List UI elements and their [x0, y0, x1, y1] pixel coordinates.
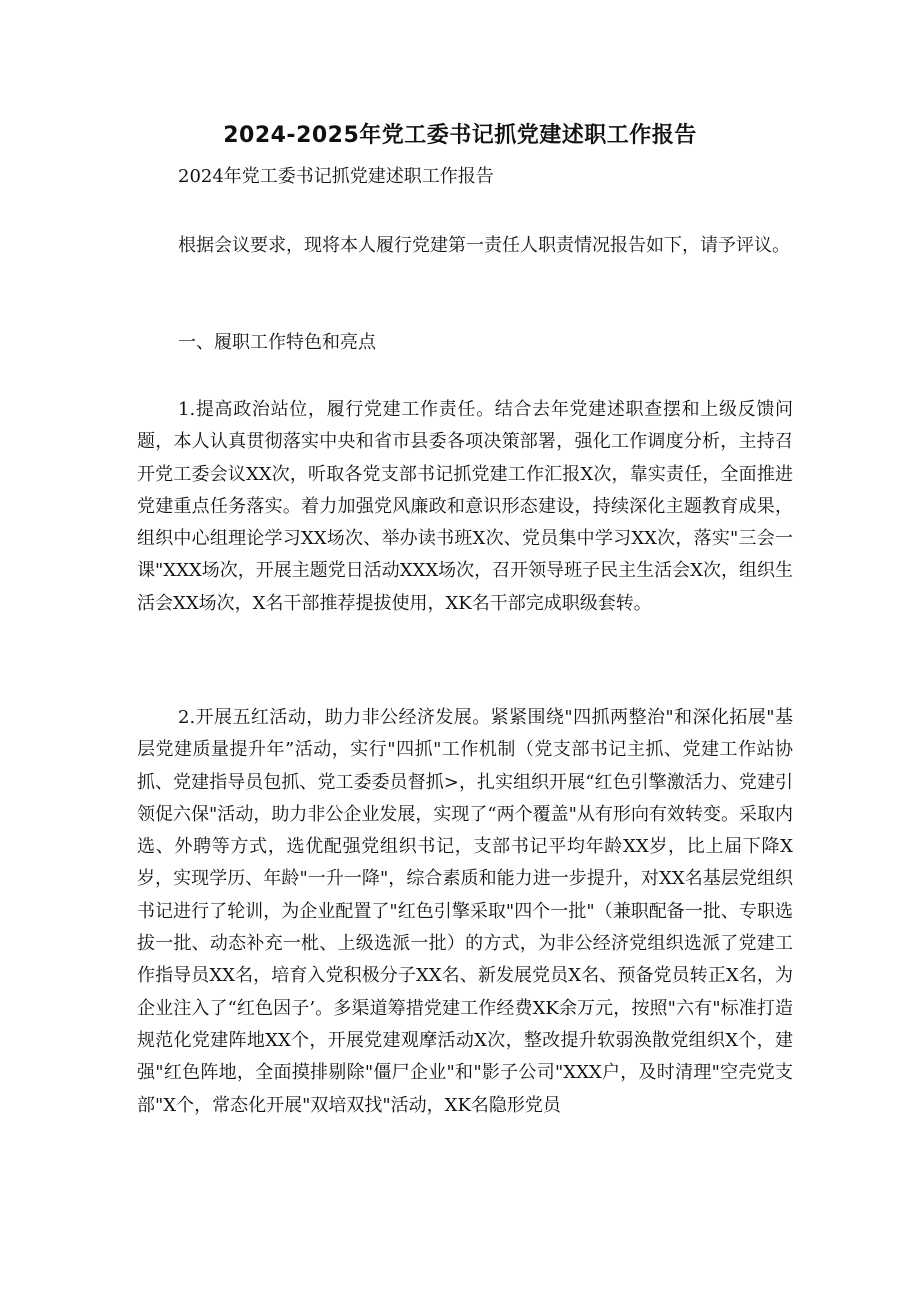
intro-paragraph: 根据会议要求，现将本人履行党建第一责任人职责情况报告如下，请予评议。	[178, 235, 790, 256]
paragraph-item-1: 1.提高政治站位，履行党建工作责任。结合去年党建述职查摆和上级反馈问题，本人认真贯彻落实中央和省市县委各项决策部署，强化工作调度分析，主持召开党工委会议XX次，听取各党支部书记抓党建工作汇报X次，靠实责任，全面推进党建重点任务落实。着力加强党风廉政和意识形态建设，持续深化主题教育成果，组织中心组理论学习XX场次、举办读书班X次、党员集中学习XX次，落实"三会一课"XXX场次，开展主题党日活动XXX场次，召开领导班子民主生活会X次，组织生活会XX场次，X名干部推荐提拔使用，XK名干部完成职级套转。	[137, 399, 793, 614]
paragraph-item-2: 2.开展五红活动，助力非公经济发展。紧紧围绕"四抓两整治"和深化拓展"基层党建质量提升年”活动，实行"四抓"工作机制（党支部书记主抓、党建工作站协抓、党建指导员包抓、党工委委员督抓>，扎实组织开展“红色引擎激活力、党建引领促六保"活动，助力非公企业发展，实现了“两个覆盖"从有形向有效转变。采取内选、外聘等方式，选优配强党组织书记，支部书记平均年龄XX岁，比上届下降X岁，实现学历、年龄"一升一降"，综合素质和能力进一步提升，对XX名基层党组织书记进行了轮训，为企业配置了"红色引擎采取"四个一批"（兼职配备一批、专职选拔一批、动态补充一枇、上级选派一批）的方式，为非公经济党组织选派了党建工作指导员XX名，培育入党积极分子XX名、新发展党员X名、预备党员转正X名，为企业注入了“红色因子’。多渠道筹措党建工作经费XK余万元，按照"六有"标准打造规范化党建阵地XX个，开展党建观摩活动X次，整改提升软弱涣散党组织X个，建强"红色阵地，全面摸排剔除"僵尸企业"和"影子公司"XXX户，及时清理"空壳党支部"X个，常态化开展"双培双找"活动，XK名隐形党员	[137, 707, 793, 1116]
document-title: 2024-2025年党工委书记抓党建述职工作报告	[223, 123, 697, 148]
section-heading: 一、履职工作特色和亮点	[178, 332, 376, 353]
document-subtitle: 2024年党工委书记抓党建述职工作报告	[178, 166, 494, 187]
